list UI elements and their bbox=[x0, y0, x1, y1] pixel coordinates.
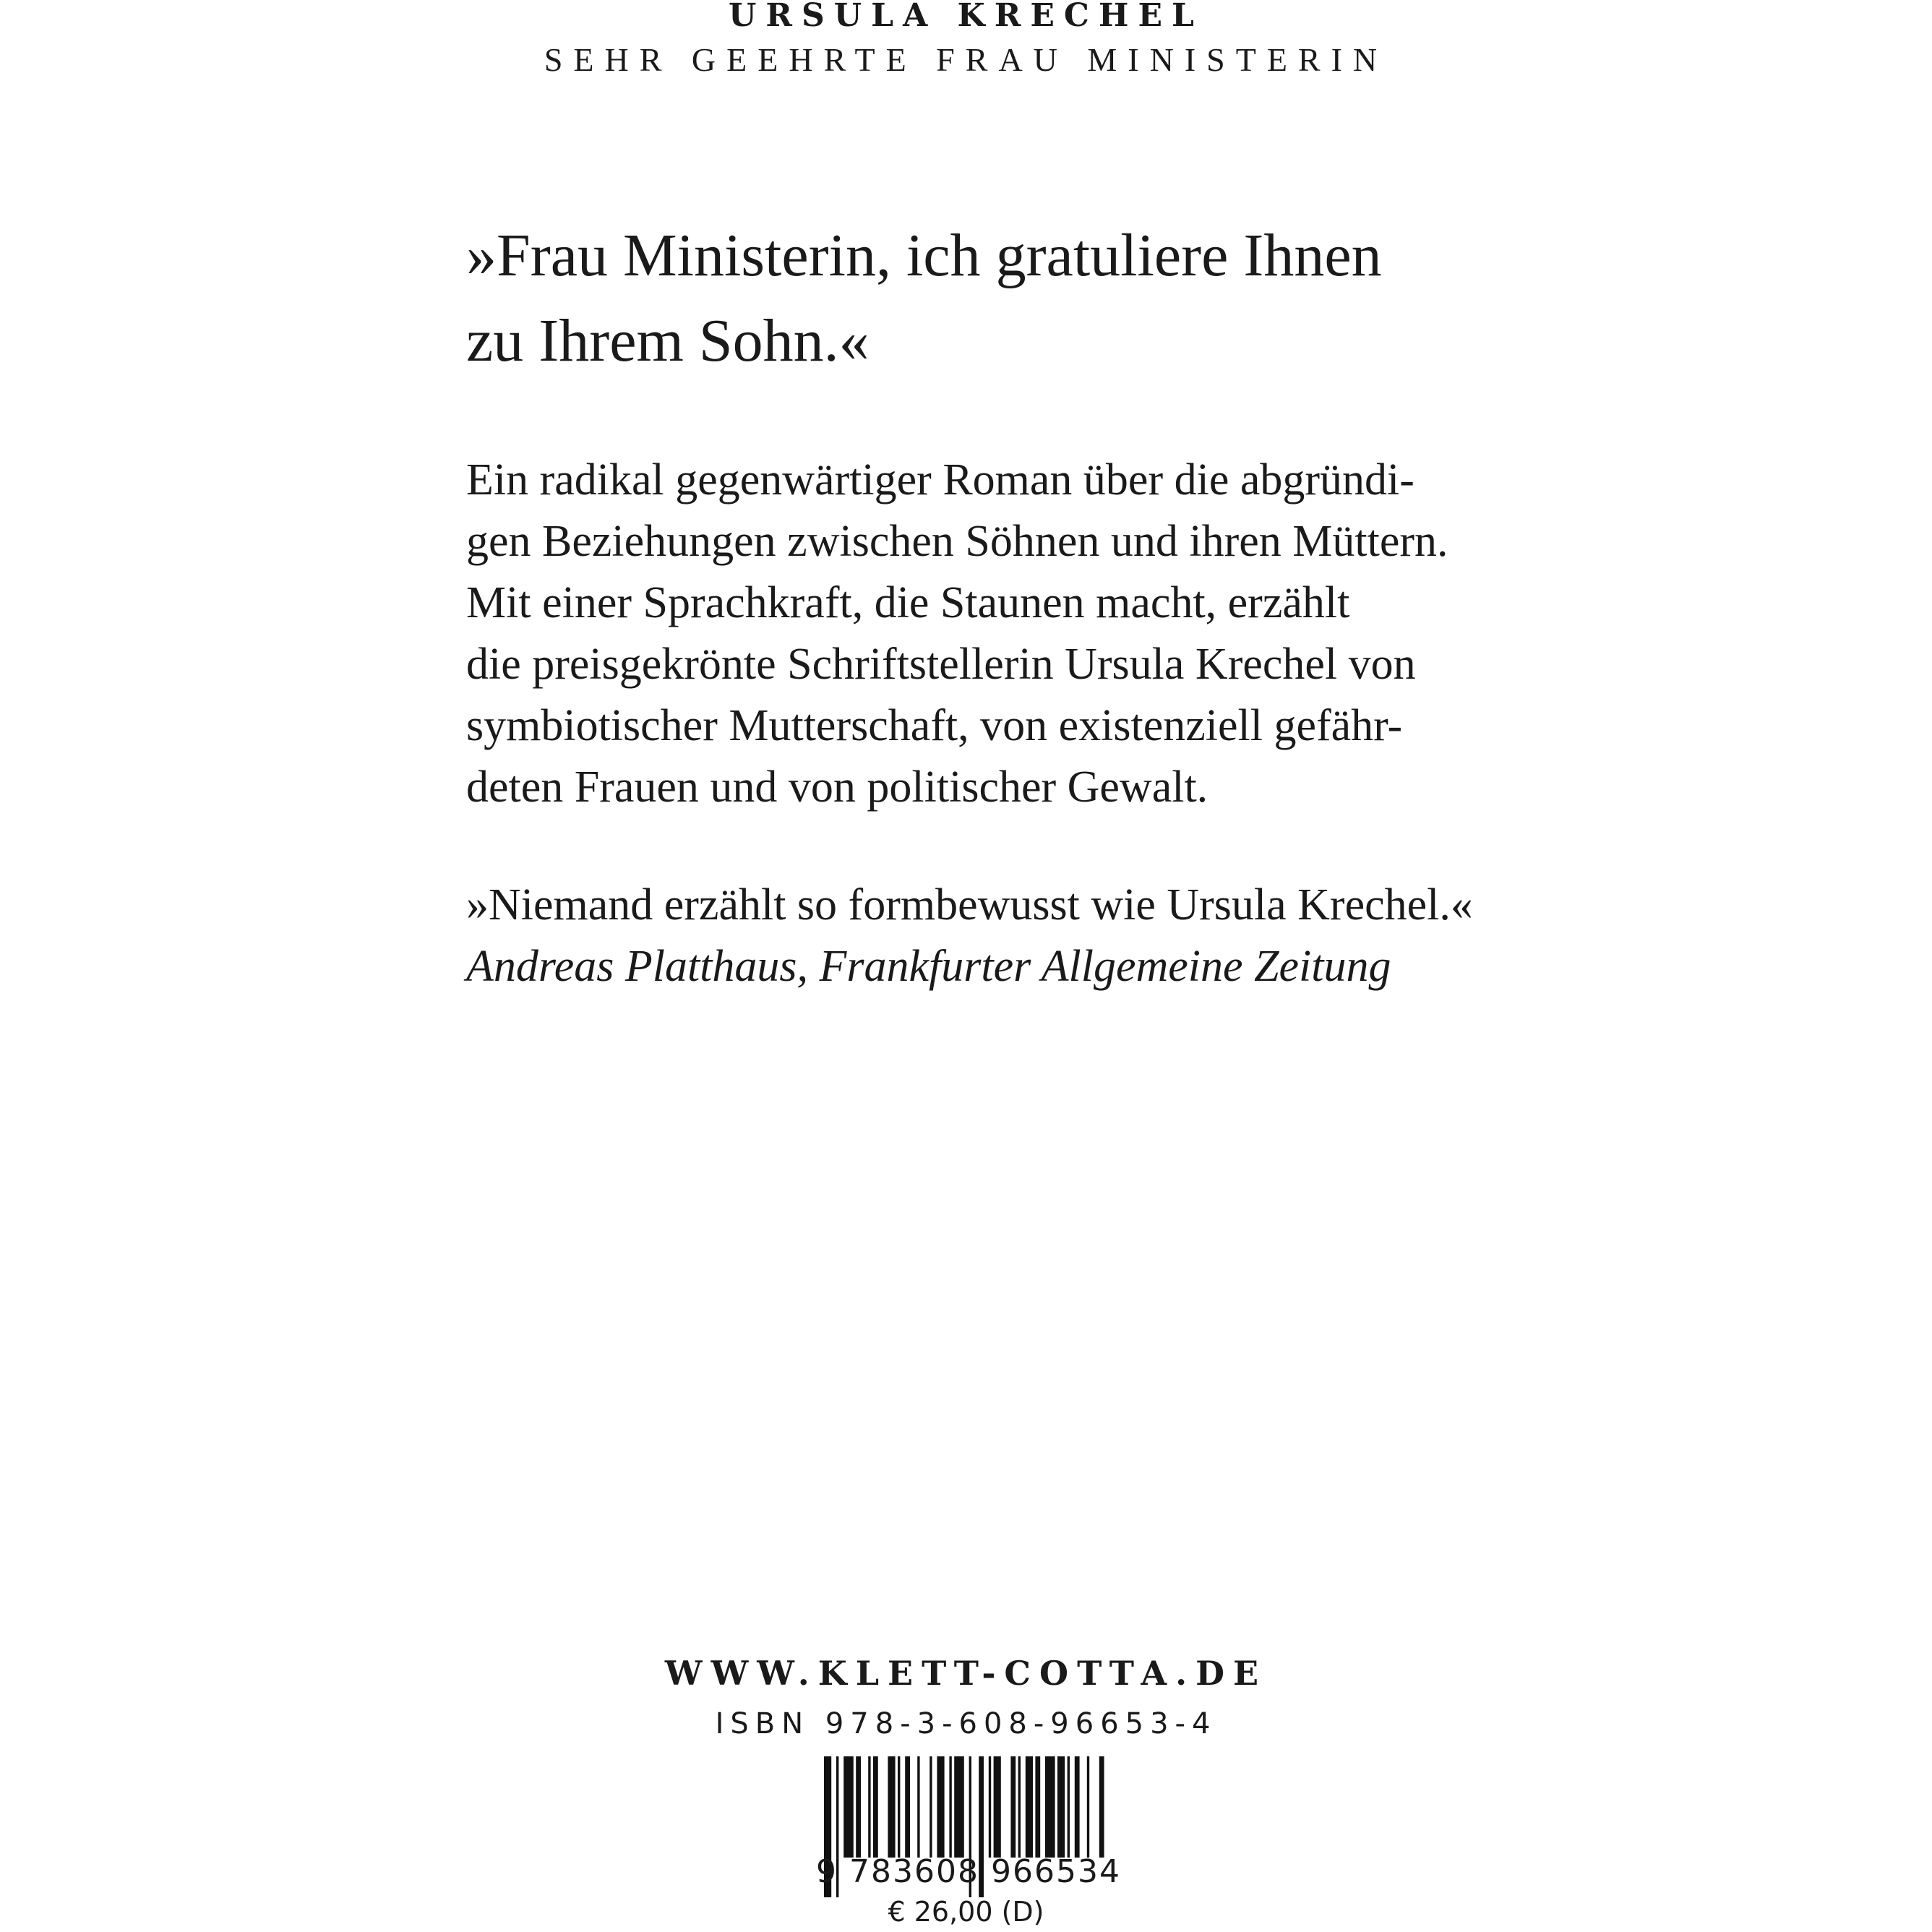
publisher-website: WWW.KLETT-COTTA.DE bbox=[664, 1654, 1268, 1693]
barcode-bar bbox=[954, 1756, 964, 1858]
blurb-line: gen Beziehungen zwischen Söhnen und ihren Müttern. bbox=[466, 517, 1448, 566]
barcode-bar bbox=[905, 1756, 910, 1858]
barcode-bar bbox=[929, 1756, 932, 1858]
author-name: URSULA KRECHEL bbox=[729, 0, 1203, 34]
blurb-paragraph bbox=[466, 450, 1448, 818]
blurb-line: symbiotischer Mutterschaft, von existenziell gefähr- bbox=[466, 701, 1403, 750]
barcode-bar bbox=[843, 1756, 854, 1858]
barcode-bar bbox=[1075, 1756, 1080, 1858]
barcode-bar bbox=[1087, 1756, 1089, 1858]
book-title: SEHR GEEHRTE FRAU MINISTERIN bbox=[544, 41, 1388, 78]
barcode-bar bbox=[917, 1756, 919, 1858]
review-quote bbox=[466, 875, 1473, 997]
barcode-bar bbox=[1099, 1756, 1104, 1858]
review-source: Andreas Platthaus, Frankfurter Allgemeine Zeitung bbox=[466, 942, 1391, 991]
barcode-bar bbox=[949, 1756, 951, 1858]
barcode-bar bbox=[1057, 1756, 1065, 1858]
barcode-bar bbox=[937, 1756, 944, 1858]
barcode-bar bbox=[868, 1756, 870, 1858]
barcode-bar bbox=[856, 1756, 861, 1858]
headline-quote bbox=[466, 213, 1382, 384]
blurb-line: Mit einer Sprachkraft, die Staunen macht, erzählt bbox=[466, 578, 1350, 627]
barcode-bar bbox=[1068, 1756, 1070, 1858]
review-quote-text: »Niemand erzählt so formbewusst wie Ursula Krechel.« bbox=[466, 880, 1473, 929]
barcode-bar bbox=[873, 1756, 878, 1858]
headline-line: »Frau Ministerin, ich gratuliere Ihnen bbox=[466, 222, 1382, 289]
blurb-line: Ein radikal gegenwärtiger Roman über die abgründi- bbox=[466, 455, 1414, 505]
barcode-bar bbox=[1018, 1756, 1021, 1858]
barcode-bar bbox=[994, 1756, 1001, 1858]
barcode-bar bbox=[1045, 1756, 1055, 1858]
headline-line: zu Ihrem Sohn.« bbox=[466, 307, 870, 374]
barcode-bar bbox=[1010, 1756, 1016, 1858]
barcode-bar bbox=[1026, 1756, 1033, 1858]
blurb-line: die preisgekrönte Schriftstellerin Ursula Krechel von bbox=[466, 640, 1416, 689]
barcode-bar bbox=[989, 1756, 991, 1858]
barcode-bar bbox=[888, 1756, 895, 1858]
barcode-digits: 9 783608 966534 bbox=[816, 1853, 1121, 1890]
barcode-bar bbox=[898, 1756, 900, 1858]
barcode-bar bbox=[1035, 1756, 1040, 1858]
price-label: € 26,00 (D) bbox=[888, 1896, 1044, 1928]
isbn-number: ISBN 978-3-608-96653-4 bbox=[715, 1707, 1217, 1740]
blurb-line: deten Frauen und von politischer Gewalt. bbox=[466, 763, 1208, 812]
